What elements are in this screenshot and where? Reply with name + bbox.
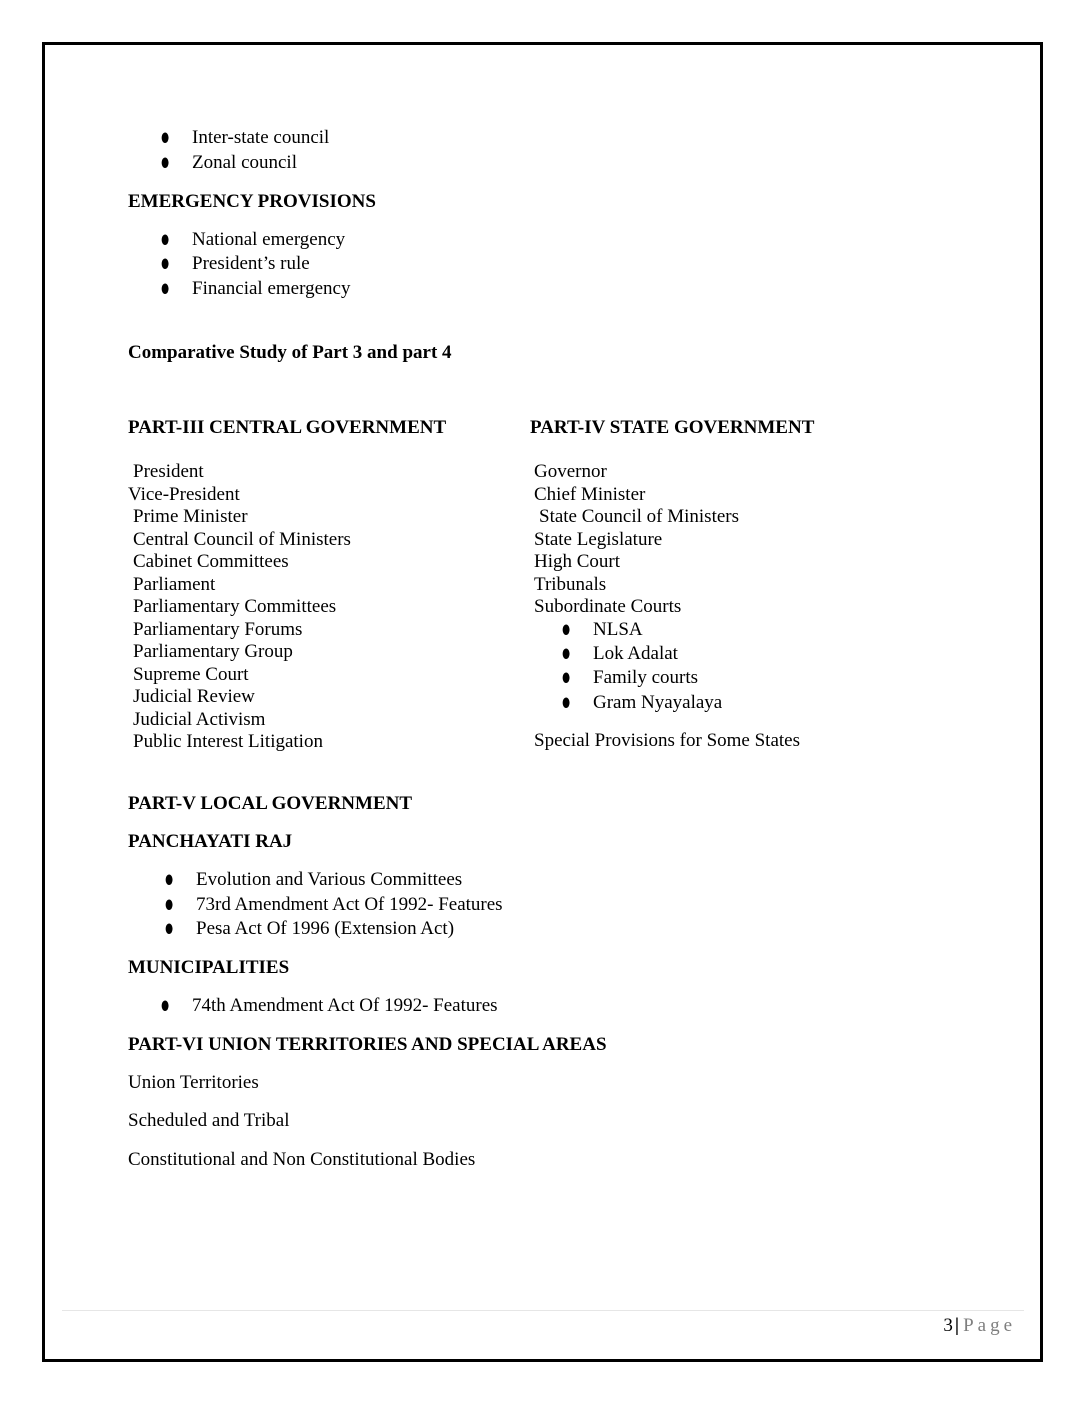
part3-item: Central Council of Ministers xyxy=(133,529,351,550)
bullet-icon: ⬮ xyxy=(165,921,174,936)
part3-heading: PART-III CENTRAL GOVERNMENT xyxy=(128,417,447,438)
part4-item: Tribunals xyxy=(534,574,607,595)
page-number: 3 xyxy=(943,1315,953,1336)
list-item: Pesa Act Of 1996 (Extension Act) xyxy=(196,918,455,939)
part3-item: Judicial Review xyxy=(133,686,255,707)
part3-item: Vice-President xyxy=(128,484,240,505)
list-item: 73rd Amendment Act Of 1992- Features xyxy=(196,894,503,915)
list-item: 74th Amendment Act Of 1992- Features xyxy=(192,995,498,1016)
part3-item: Public Interest Litigation xyxy=(133,731,323,752)
part4-subitem: Lok Adalat xyxy=(593,643,678,664)
part3-item: President xyxy=(133,461,204,482)
page-footer xyxy=(943,1314,1016,1338)
part3-item: Cabinet Committees xyxy=(133,551,289,572)
part6-line: Constitutional and Non Constitutional Bodies xyxy=(128,1149,476,1170)
part4-subitem: Family courts xyxy=(593,667,699,688)
list-item: Financial emergency xyxy=(192,278,351,299)
part4-item: State Council of Ministers xyxy=(539,506,740,527)
list-item: National emergency xyxy=(192,229,346,250)
panchayati-heading: PANCHAYATI RAJ xyxy=(128,831,293,852)
bullet-icon: ⬮ xyxy=(161,281,170,296)
bullet-icon: ⬮ xyxy=(562,670,571,685)
emergency-heading: EMERGENCY PROVISIONS xyxy=(128,191,376,212)
bullet-icon: ⬮ xyxy=(161,998,170,1013)
part4-item: Subordinate Courts xyxy=(534,596,682,617)
part6-line: Union Territories xyxy=(128,1072,259,1093)
part4-special: Special Provisions for Some States xyxy=(534,730,800,751)
part4-subitem: Gram Nyayalaya xyxy=(593,692,723,713)
part4-heading: PART-IV STATE GOVERNMENT xyxy=(530,417,815,438)
list-item: Evolution and Various Committees xyxy=(196,869,463,890)
part3-item: Prime Minister xyxy=(133,506,248,527)
part6-heading: PART-VI UNION TERRITORIES AND SPECIAL AREAS xyxy=(128,1034,607,1055)
comparative-heading: Comparative Study of Part 3 and part 4 xyxy=(128,342,452,363)
part4-item: Governor xyxy=(534,461,607,482)
part3-item: Supreme Court xyxy=(133,664,249,685)
part4-subitem: NLSA xyxy=(593,619,643,640)
list-item: Zonal council xyxy=(192,152,297,173)
footer-divider xyxy=(62,1310,1024,1311)
bullet-icon: ⬮ xyxy=(161,232,170,247)
bullet-icon: ⬮ xyxy=(161,155,170,170)
part5-heading: PART-V LOCAL GOVERNMENT xyxy=(128,793,413,814)
part4-item: Chief Minister xyxy=(534,484,646,505)
bullet-icon: ⬮ xyxy=(562,695,571,710)
part4-item: State Legislature xyxy=(534,529,663,550)
bullet-icon: ⬮ xyxy=(165,897,174,912)
bullet-icon: ⬮ xyxy=(165,872,174,887)
part3-item: Parliamentary Committees xyxy=(133,596,337,617)
list-item: President’s rule xyxy=(192,253,310,274)
page-label: Page xyxy=(963,1315,1016,1336)
part3-item: Parliamentary Group xyxy=(133,641,293,662)
municipalities-heading: MUNICIPALITIES xyxy=(128,957,290,978)
footer-separator: | xyxy=(954,1315,960,1336)
bullet-icon: ⬮ xyxy=(161,130,170,145)
part3-item: Judicial Activism xyxy=(133,709,266,730)
bullet-icon: ⬮ xyxy=(562,646,571,661)
part3-item: Parliament xyxy=(133,574,216,595)
part6-line: Scheduled and Tribal xyxy=(128,1110,290,1131)
part4-item: High Court xyxy=(534,551,621,572)
bullet-icon: ⬮ xyxy=(161,256,170,271)
part3-item: Parliamentary Forums xyxy=(133,619,303,640)
list-item: Inter-state council xyxy=(192,127,330,148)
bullet-icon: ⬮ xyxy=(562,622,571,637)
